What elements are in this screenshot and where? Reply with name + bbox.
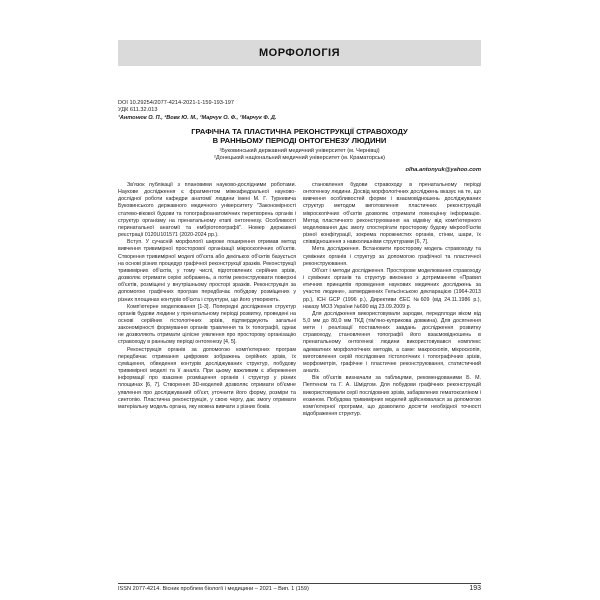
authors: ¹Антонюк О. П., ²Вовк Ю. М., ¹Марчук О. Ф., ¹Марчук Ф. Д. xyxy=(118,115,277,121)
paragraph: Вік об'єктів визначали за таблицями, рекомендованими Б. М. Пептеном та Г. А. Шмідтом. Для побудови графічних реконструкцій використовували серії послідовних зрізів, забарвлених гематоксиліном і еозином. Побудова тривимірних моделей здійснювалася за допомогою комп'ютерної програми, що дозволило досягти необхідної точності відображення структур. xyxy=(303,375,481,417)
paragraph: Комп'ютерне моделювання [1-3]. Попередні дослідження структур органів будови людини у пренатальному періоді розвитку, проведені на основі серійних гістологічних зрізів, підтверджують загальні закономірності формування органів травлення та їх топографії, однак не дозволяють отримати цілісне уявлення про просторову організацію стравоходу в ранньому періоді онтогенезу [4, 5]. xyxy=(118,303,296,346)
footer-divider xyxy=(118,583,481,584)
contact-email[interactable]: olha.antonyuk@yahoo.com xyxy=(405,167,481,173)
section-header xyxy=(118,40,481,66)
paragraph: Вступ. У сучасній морфології широке поширення отримав метод вивчення тривимірної просторової організації мікроскопічних об'єктів. Створення тривимірної моделі об'єкта або декількох об'єктів базується на основі різних процедур графічної реконструкції зразків. Реконструкції тривимірних об'єктів, у тому числі, підготовлених серійних зрізів, дозволяє отримати серію зображень, а потім реконструювати поверхні об'єктів, розміщені у внутрішньому просторі зразків. Реконструкція за допомогою графічних програм передбачає побудову розміщених у різних площинах контурів об'єкта і структури, що його утворюють. xyxy=(118,239,296,303)
affiliation-1: ¹Буковинський державний медичний університет (м. Чернівці) xyxy=(219,148,380,154)
left-column xyxy=(118,182,296,574)
right-column xyxy=(303,182,481,574)
title-line-2: В РАННЬОМУ ПЕРІОДІ ОНТОГЕНЕЗУ ЛЮДИНИ xyxy=(212,136,387,145)
paragraph: Реконструкція органів за допомогою комп'ютерних програм передбачає отримання цифрових зображень серійних зрізів, їх суміщення, обведення контурів досліджуваних структур, побудову тривимірної моделі та її аналіз. При цьому важливим є збереження інформації про взаємне розміщення органів і структур у різних площинах [6, 7]. Створення 3D-моделей дозволяє отримати об'ємне уявлення про досліджуваний об'єкт, уточнити його форму, розміри та синтопію. Пластична реконструкція, у свою чергу, дає змогу отримати матеріальну модель органа, яку можна вивчати з різних боків. xyxy=(118,346,296,410)
footer-citation: ISSN 2077-4214. Вісник проблем біології і медицини – 2021 – Вип. 1 (159) xyxy=(118,586,309,592)
page-number: 193 xyxy=(469,585,481,592)
udc: УДК 611.32.013 xyxy=(118,107,158,113)
paragraph: Об'єкт і методи дослідження. Просторове моделювання стравоходу і суміжних органів та структур виконано з дотриманням «Правил етичних принципів проведення наукових медичних досліджень за участю людини», затверджених Гельсінською декларацією (1964-2013 рр.), ICH GCP (1996 р.), Директиви ЄЕС №609 (від 24.11.1986 р.), наказу МОЗ України №690 від 23.09.2009 р. xyxy=(303,267,481,310)
paragraph: Для дослідження використовували зародки, передплоди віком від 5,0 мм до 80,0 мм ТКД (тім'яно-куприкова довжина). Для досягнення мети і реалізації поставлених завдань дослідження розвитку стравоходу, становлення топографії його взаємовідношень в пренатальному онтогенезі людини використовувався комплекс адекватних морфологічних методів, а саме: макроскопія, мікроскопія, виготовлення серій послідовних гістологічних і топографічних зрізів, морфометрія, графічне і пластичне реконструювання, статистичний аналіз. xyxy=(303,310,481,375)
paragraph: Зв'язок публікації з плановими науково-дослідними роботами. Наукове дослідження є фрагментом міжкафедральної науково-дослідної роботи кафедри анатомії людини імені М. Г. Туркевича Буковинського державного медичного університету "Закономірності статево-вікової будови та топографоанатомічних перетворень органів і структур організму на пренатальному етапі онтогенезу. Особливості перинатальної анатомії та ембріотопографії". Номер державної реєстрації 0120U101571 (2020-2024 рр.). xyxy=(118,182,296,239)
affiliation-2: ²Донецький національний медичний університет (м. Краматорськ) xyxy=(213,155,386,161)
doi: DOI 10.29254/2077-4214-2021-1-159-193-197 xyxy=(118,100,235,106)
section-title: МОРФОЛОГІЯ xyxy=(258,47,341,59)
article-title xyxy=(118,127,481,145)
paragraph: Мета дослідження. Встановити просторову модель стравоходу та суміжних органів і структур за допомогою графічної та пластичної реконструювання. xyxy=(303,246,481,267)
title-line-1: ГРАФІЧНА ТА ПЛАСТИЧНА РЕКОНСТРУКЦІЇ СТРАВОХОДУ xyxy=(191,127,408,136)
paragraph: становлення будови стравоходу в пренатальному періоді онтогенезу людини. Досвід морфологічних досліджень вказує на те, що вивчення особливостей форми і взаємовідношень досліджуваних структур методом виготовлення пластичних реконструкцій мікроскопічних об'єктів дозволяє отримати повноцінну інформацію. Метод пластичного реконструювання на відміну від комп'ютерного моделювання дає змогу спостерігати просторову будову мікрооб'єктів різної конфігурації, зокрема порожнистих органів, стінки, шари, їх співвідношення з навколишніми структурами [6, 7]. xyxy=(303,182,481,246)
